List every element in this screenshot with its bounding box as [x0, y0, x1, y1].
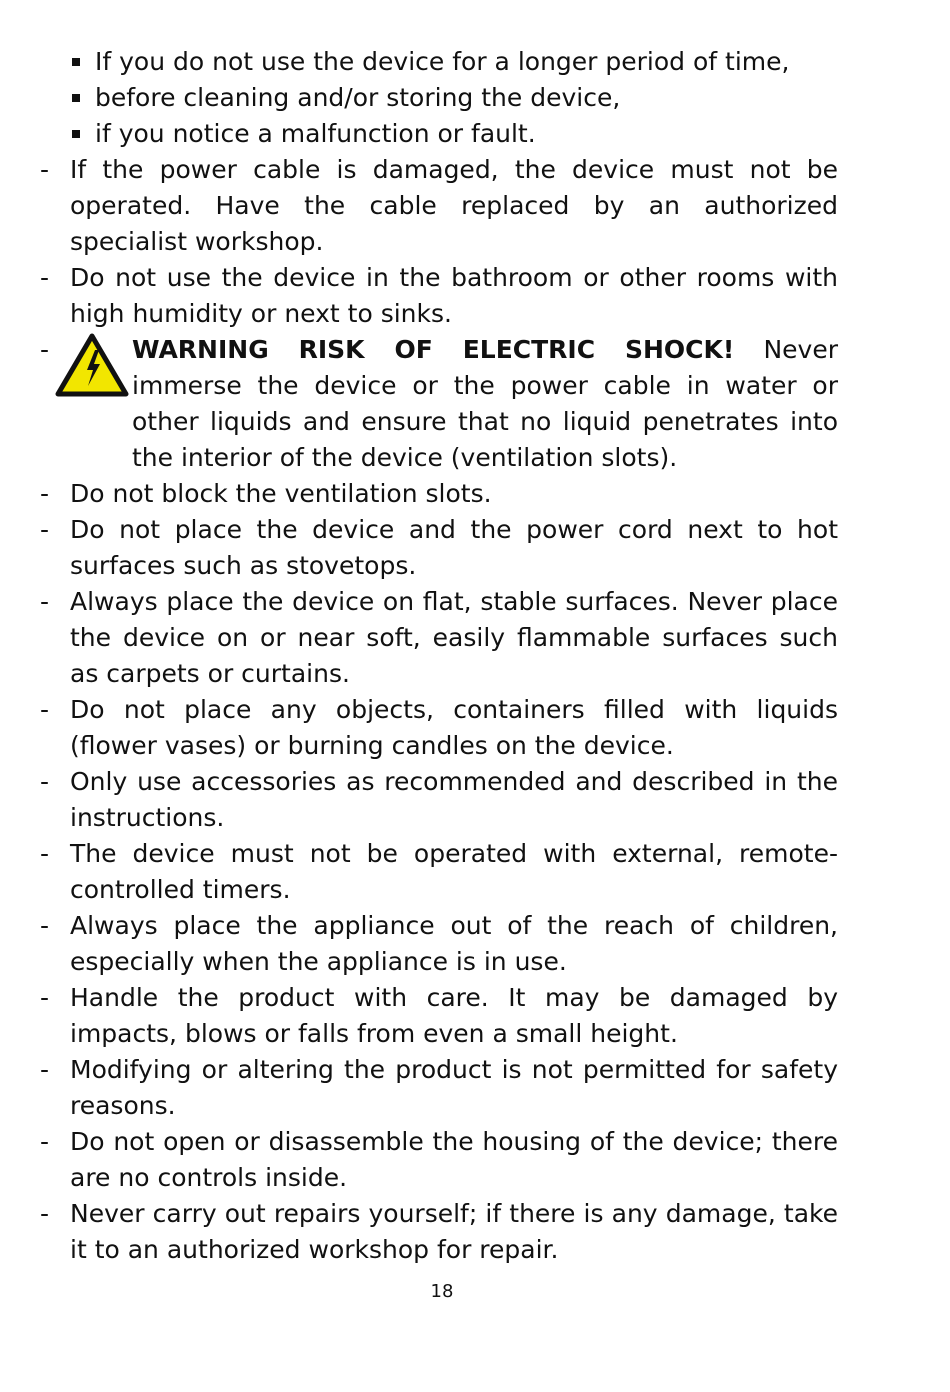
list-item-text: Do not use the device in the bathroom or other rooms with high humidity or next to sinks.	[70, 263, 838, 328]
list-item	[40, 980, 840, 1052]
bullet-text: before cleaning and/or storing the device,	[95, 83, 621, 112]
list-item	[40, 152, 840, 260]
list-item	[40, 764, 840, 836]
list-item-text: Do not block the ventilation slots.	[70, 479, 492, 508]
list-item	[40, 584, 840, 692]
list-item	[40, 908, 840, 980]
list-item-text: Do not place any objects, containers filled with liquids (flower vases) or burning candles on the device.	[70, 695, 838, 760]
dash-marker: -	[40, 1199, 50, 1228]
electric-shock-warning	[40, 332, 840, 476]
list-item	[40, 1196, 840, 1268]
warning-body: Never immerse the device or the power cable in water or other liquids and ensure that no liquid penetrates into the interior of the device (ventilation slots).	[132, 335, 838, 472]
dash-marker: -	[40, 155, 50, 184]
bullet-item	[40, 80, 840, 116]
square-bullet-icon	[72, 58, 80, 66]
bullet-text: If you do not use the device for a longer period of time,	[95, 47, 790, 76]
list-item-text: Modifying or altering the product is not permitted for safety reasons.	[70, 1055, 838, 1120]
dash-marker: -	[40, 587, 50, 616]
list-item-text: The device must not be operated with external, remote-controlled timers.	[70, 839, 838, 904]
list-item	[40, 1052, 840, 1124]
list-item	[40, 476, 840, 512]
dash-marker: -	[40, 911, 50, 940]
electric-shock-warning-icon	[54, 332, 130, 398]
list-item-text: Do not place the device and the power cord next to hot surfaces such as stovetops.	[70, 515, 838, 580]
dash-marker: -	[40, 1055, 50, 1084]
dash-marker: -	[40, 983, 50, 1012]
dash-marker: -	[40, 695, 50, 724]
dash-marker: -	[40, 479, 50, 508]
dash-marker: -	[40, 839, 50, 868]
dash-marker: -	[40, 335, 50, 364]
list-item-text: Handle the product with care. It may be damaged by impacts, blows or falls from even a small height.	[70, 983, 838, 1048]
safety-instructions	[40, 44, 840, 1268]
list-item-text: Do not open or disassemble the housing of the device; there are no controls inside.	[70, 1127, 838, 1192]
list-item	[40, 692, 840, 764]
bullet-item	[40, 116, 840, 152]
list-item-text: If the power cable is damaged, the device must not be operated. Have the cable replaced by an authorized specialist workshop.	[70, 155, 838, 256]
square-bullet-icon	[72, 130, 80, 138]
list-item-text: Always place the device on flat, stable surfaces. Never place the device on or near soft, easily flammable surfaces such as carpets or curtains.	[70, 587, 838, 688]
list-item-text: Only use accessories as recommended and described in the instructions.	[70, 767, 838, 832]
list-item	[40, 260, 840, 332]
dash-marker: -	[40, 767, 50, 796]
bullet-text: if you notice a malfunction or fault.	[95, 119, 536, 148]
warning-title: WARNING RISK OF ELECTRIC SHOCK!	[132, 335, 735, 364]
list-item	[40, 836, 840, 908]
list-item-text: Always place the appliance out of the reach of children, especially when the appliance is in use.	[70, 911, 838, 976]
dash-marker: -	[40, 515, 50, 544]
dash-marker: -	[40, 1127, 50, 1156]
list-item-text: Never carry out repairs yourself; if there is any damage, take it to an authorized workshop for repair.	[70, 1199, 838, 1264]
list-item	[40, 1124, 840, 1196]
warning-text	[132, 332, 838, 476]
dash-marker: -	[40, 263, 50, 292]
bullet-item	[40, 44, 840, 80]
square-bullet-icon	[72, 94, 80, 102]
page-number: 18	[430, 1281, 454, 1302]
list-item	[40, 512, 840, 584]
